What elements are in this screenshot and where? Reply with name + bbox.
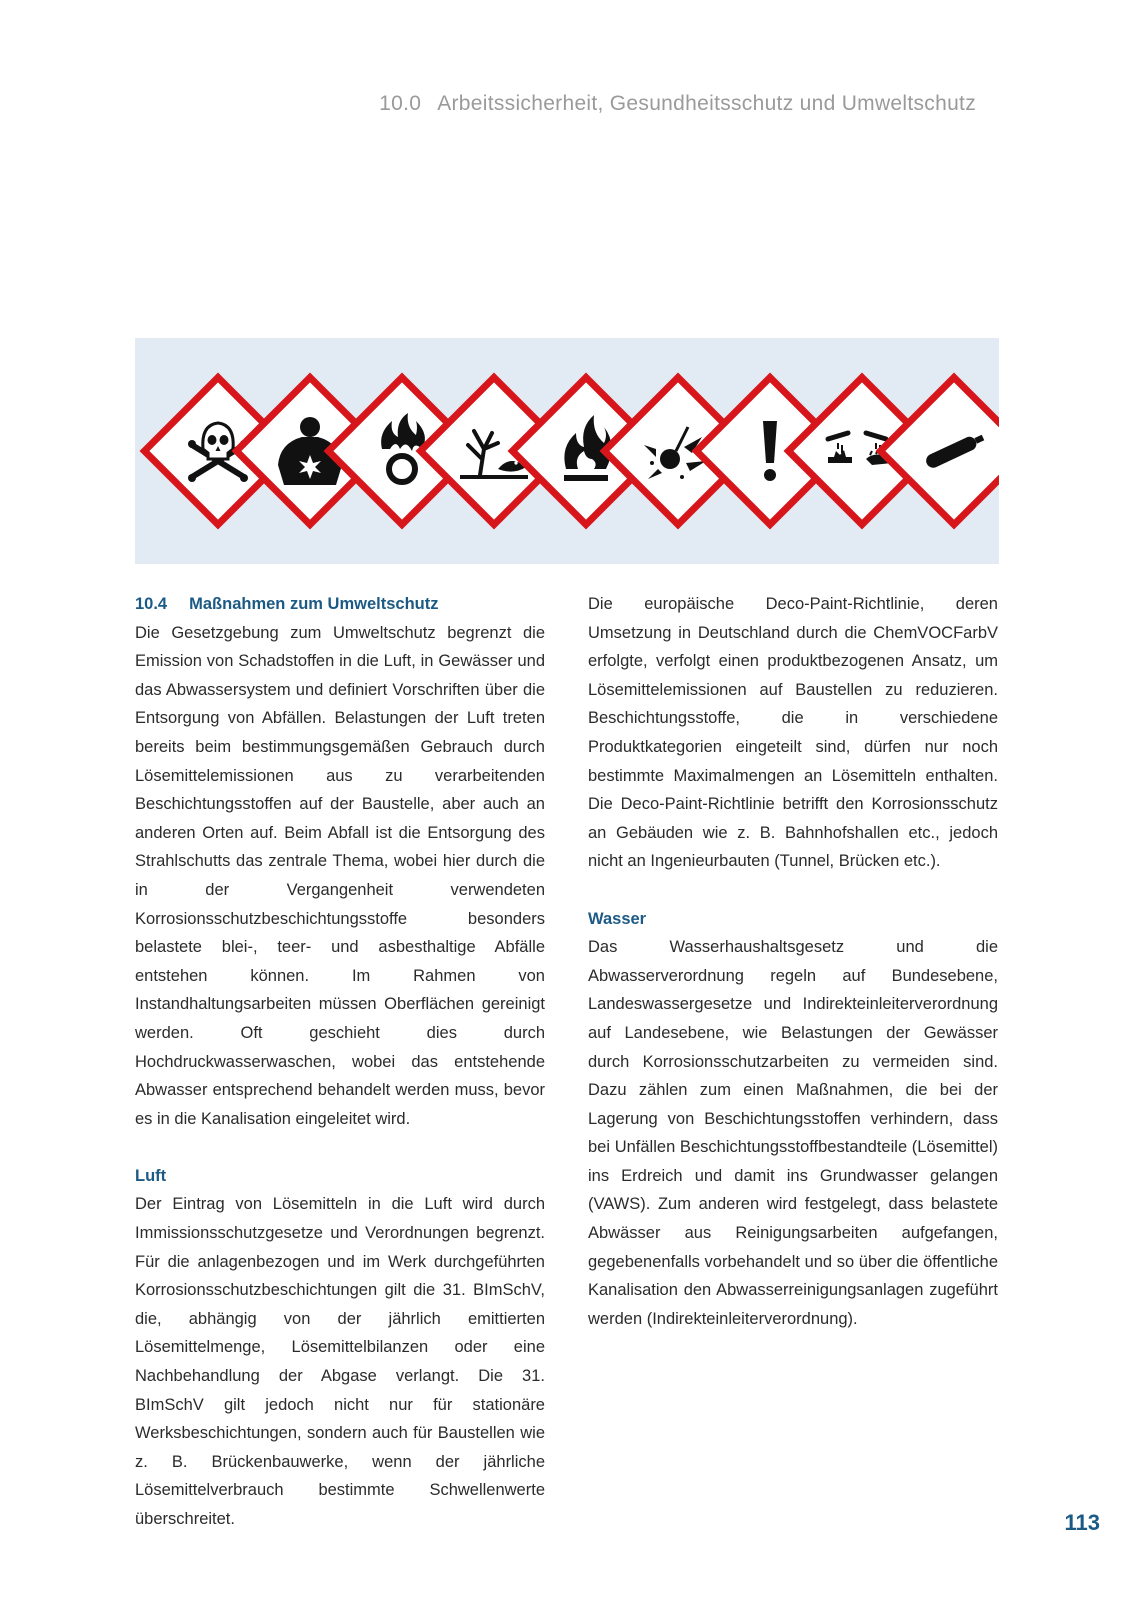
chapter-title: Arbeitssicherheit, Gesundheitsschutz und Umweltschutz [437, 92, 976, 115]
section-intro-paragraph: Die Gesetzgebung zum Umweltschutz begrenzt die Emission von Schadstoffen in die Luft, in Gewässer und das Abwassersystem und definiert Vorschriften über die Entsorgung von Abfällen. Belastungen der Luft treten bereits beim bestimmungsgemäßen Gebrauch durch Lösemittelemissionen aus zu verarbeitenden Beschichtungsstoffen auf der Baustelle, aber auch an anderen Orten auf. Beim Abfall ist die Entsorgung des Strahlschutts das zentrale Thema, wobei hier durch die in der Vergangenheit verwendeten Korrosionsschutzbeschichtungsstoffe besonders belastete blei-, teer- und asbesthaltige Abfälle entstehen können. Im Rahmen von Instandhaltungsarbeiten müssen Oberflächen gereinigt werden. Oft geschieht dies durch Hochdruckwasserwaschen, wobei das entstehende Abwasser entsprechend behandelt werden muss, bevor es in die Kanalisation eingeleitet wird. [135, 623, 545, 1128]
hazard-pictogram-band [135, 338, 999, 564]
chapter-number: 10.0 [379, 92, 422, 115]
luft-paragraph-2: Die europäische Deco-Paint-Richtlinie, deren Umsetzung in Deutschland durch die ChemVOCFarbV erfolgte, verfolgt einen produktbezogenen Ansatz, um Lösemittelemissionen auf Baustellen zu reduzieren. Beschichtungsstoffe, die in verschiedene Produktkategorien eingeteilt sind, dürfen nur noch bestimmte Maximalmengen an Lösemitteln enthalten. Die Deco-Paint-Richtlinie betrifft den Korrosionsschutz an Gebäuden wie z. B. Bahnhofshallen etc., jedoch nicht an Ingenieurbauten (Tunnel, Brücken etc.). [588, 595, 998, 871]
section-title: Maßnahmen zum Umweltschutz [189, 595, 439, 613]
gas-cylinder-icon [880, 377, 999, 524]
wasser-paragraph: Das Wasserhaushaltsgesetz und die Abwasserverordnung regeln auf Bundesebene, Landeswassergesetze und Indirekteinleiterverordnung auf Landesebene, wie Belastungen der Gewässer durch Korrosionsschutzarbeiten zu vermeiden sind. Dazu zählen zum einen Maßnahmen, die bei der Lagerung von Beschichtungsstoffen verhindern, dass bei Unfällen Beschichtungsstoffbestandteile (Lösemittel) ins Erdreich und damit ins Grundwasser gelangen (VAWS). Zum anderen wird festgelegt, dass belastete Abwässer aus Reinigungsarbeiten aufgefangen, gegebenenfalls vorbehandelt und so über die öffentliche Kanalisation den Abwasserreinigungsanlagen zugeführt werden (Indirekteinleiterverordnung). [588, 938, 998, 1328]
left-column [135, 590, 545, 1534]
luft-paragraph-1: Der Eintrag von Lösemitteln in die Luft wird durch Immissionsschutzgesetze und Verordnungen begrenzt. Für die anlagenbezogen und im Werk durchgeführten Korrosionsschutzbeschichtungen gilt die 31. BImSchV, die, abhängig von der jährlich emittierten Lösemittelmenge, Lösemittelbilanzen oder eine Nachbehandlung der Abgase verlangt. Die 31. BImSchV gilt jedoch nicht nur für stationäre Werksbeschichtungen, sondern auch für Baustellen wie z. B. Brückenbauwerke, wenn der jährliche Lösemittelverbrauch bestimmte Schwellenwerte überschreitet. [135, 1195, 545, 1528]
page-number: 113 [1064, 1510, 1100, 1535]
section-heading [135, 590, 545, 619]
section-number: 10.4 [135, 595, 168, 613]
right-column [588, 590, 998, 1333]
wasser-heading: Wasser [588, 909, 647, 928]
luft-heading: Luft [135, 1166, 167, 1185]
running-header [379, 92, 976, 116]
